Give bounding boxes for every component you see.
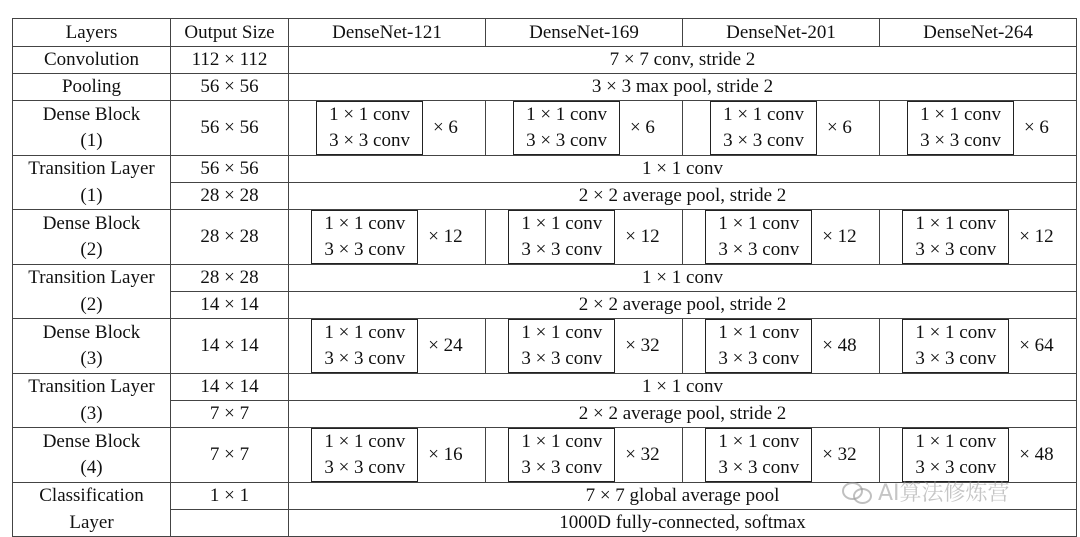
layer-name-line-2: (3) — [80, 348, 103, 369]
row-classification-2 — [13, 510, 1077, 537]
layer-name: Transition Layer — [13, 156, 171, 183]
repeat-count: × 12 — [1019, 226, 1054, 247]
matrix-line-2: 3 × 3 conv — [718, 348, 800, 369]
layer-name: Convolution — [13, 47, 171, 74]
row-transition-2 — [13, 401, 1077, 428]
conv-matrix — [705, 210, 856, 264]
repeat-count: × 6 — [432, 117, 458, 138]
layer-spec: 2 × 2 average pool, stride 2 — [289, 401, 1077, 428]
dense-block-cell — [289, 101, 486, 156]
row-transition — [13, 265, 1077, 292]
matrix-bracket — [508, 428, 615, 482]
layer-name: Transition Layer — [13, 265, 171, 292]
matrix-line-1: 1 × 1 conv — [521, 431, 603, 452]
dense-block-cell — [880, 101, 1077, 156]
matrix-line-2: 3 × 3 conv — [521, 239, 603, 260]
repeat-count: × 12 — [428, 226, 463, 247]
row-transition-2 — [13, 183, 1077, 210]
row-transition — [13, 374, 1077, 401]
matrix-line-1: 1 × 1 conv — [329, 104, 410, 125]
matrix-bracket — [902, 319, 1009, 373]
dense-block-cell — [683, 428, 880, 483]
dense-block-cell — [486, 428, 683, 483]
row-transition — [13, 156, 1077, 183]
output-size: 112 × 112 — [171, 47, 289, 74]
output-size: 56 × 56 — [171, 156, 289, 183]
layer-name-2: (2) — [13, 292, 171, 319]
matrix-line-2: 3 × 3 conv — [718, 457, 800, 478]
layer-name — [13, 210, 171, 265]
matrix-line-2: 3 × 3 conv — [521, 348, 603, 369]
matrix-bracket — [513, 101, 620, 155]
layer-name — [13, 101, 171, 156]
layer-name-line-1: Dense Block — [42, 431, 141, 452]
conv-matrix — [508, 428, 659, 482]
matrix-line-2: 3 × 3 conv — [718, 239, 800, 260]
dense-block-cell — [289, 428, 486, 483]
layer-name-line-1: Dense Block — [42, 322, 141, 343]
matrix-bracket — [508, 319, 615, 373]
repeat-count: × 32 — [625, 335, 660, 356]
matrix-line-1: 1 × 1 conv — [718, 431, 800, 452]
output-size-empty — [171, 510, 289, 537]
header-layers: Layers — [13, 19, 171, 47]
matrix-bracket — [902, 428, 1009, 482]
repeat-count: × 6 — [1023, 117, 1049, 138]
header-densenet-264: DenseNet-264 — [880, 19, 1077, 47]
layer-name-line-1: Dense Block — [42, 213, 141, 234]
conv-matrix — [710, 101, 852, 155]
repeat-count: × 64 — [1019, 335, 1054, 356]
matrix-line-1: 1 × 1 conv — [521, 213, 603, 234]
matrix-line-2: 3 × 3 conv — [723, 130, 804, 151]
dense-block-cell — [683, 319, 880, 374]
layer-spec: 7 × 7 conv, stride 2 — [289, 47, 1077, 74]
matrix-line-1: 1 × 1 conv — [718, 322, 800, 343]
dense-block-cell — [683, 210, 880, 265]
layer-spec: 3 × 3 max pool, stride 2 — [289, 74, 1077, 101]
matrix-line-2: 3 × 3 conv — [324, 457, 406, 478]
layer-name-line-2: (1) — [80, 130, 103, 151]
densenet-architecture-table — [12, 18, 1077, 537]
watermark-text: AI算法修炼营 — [878, 481, 1010, 506]
matrix-line-2: 3 × 3 conv — [521, 457, 603, 478]
repeat-count: × 48 — [822, 335, 857, 356]
matrix-line-1: 1 × 1 conv — [521, 322, 603, 343]
layer-name — [13, 319, 171, 374]
conv-matrix — [705, 319, 856, 373]
matrix-bracket — [705, 428, 812, 482]
layer-name-line-1: Dense Block — [42, 104, 141, 125]
matrix-line-1: 1 × 1 conv — [526, 104, 607, 125]
matrix-line-2: 3 × 3 conv — [324, 239, 406, 260]
matrix-bracket — [311, 210, 418, 264]
matrix-line-2: 3 × 3 conv — [915, 348, 997, 369]
header-densenet-201: DenseNet-201 — [683, 19, 880, 47]
dense-block-cell — [683, 101, 880, 156]
output-size: 28 × 28 — [171, 210, 289, 265]
header-densenet-169: DenseNet-169 — [486, 19, 683, 47]
matrix-line-1: 1 × 1 conv — [324, 431, 406, 452]
row-dense-block — [13, 319, 1077, 374]
output-size: 28 × 28 — [171, 265, 289, 292]
matrix-line-2: 3 × 3 conv — [526, 130, 607, 151]
output-size: 28 × 28 — [171, 183, 289, 210]
dense-block-cell — [880, 210, 1077, 265]
conv-matrix — [311, 319, 462, 373]
layer-name-line-2: (4) — [80, 457, 103, 478]
layer-spec: 2 × 2 average pool, stride 2 — [289, 292, 1077, 319]
matrix-bracket — [508, 210, 615, 264]
dense-block-cell — [289, 210, 486, 265]
matrix-bracket — [902, 210, 1009, 264]
header-densenet-121: DenseNet-121 — [289, 19, 486, 47]
repeat-count: × 16 — [428, 444, 463, 465]
dense-block-cell — [486, 210, 683, 265]
matrix-line-2: 3 × 3 conv — [329, 130, 410, 151]
dense-block-cell — [486, 319, 683, 374]
layer-name — [13, 428, 171, 483]
matrix-bracket — [316, 101, 423, 155]
matrix-line-1: 1 × 1 conv — [915, 213, 997, 234]
matrix-line-2: 3 × 3 conv — [920, 130, 1001, 151]
wechat-icon — [842, 480, 872, 504]
dense-block-cell — [289, 319, 486, 374]
matrix-line-1: 1 × 1 conv — [324, 322, 406, 343]
conv-matrix — [902, 319, 1053, 373]
output-size: 14 × 14 — [171, 374, 289, 401]
row-transition-2 — [13, 292, 1077, 319]
conv-matrix — [311, 210, 462, 264]
conv-matrix — [705, 428, 856, 482]
layer-name-2: (1) — [13, 183, 171, 210]
layer-name-2: Layer — [13, 510, 171, 537]
conv-matrix — [316, 101, 458, 155]
row-convolution — [13, 47, 1077, 74]
conv-matrix — [513, 101, 655, 155]
output-size: 7 × 7 — [171, 428, 289, 483]
dense-block-cell — [880, 319, 1077, 374]
conv-matrix — [907, 101, 1049, 155]
output-size: 7 × 7 — [171, 401, 289, 428]
matrix-bracket — [311, 319, 418, 373]
matrix-line-1: 1 × 1 conv — [915, 322, 997, 343]
dense-block-cell — [880, 428, 1077, 483]
output-size: 14 × 14 — [171, 319, 289, 374]
matrix-line-2: 3 × 3 conv — [324, 348, 406, 369]
conv-matrix — [902, 428, 1053, 482]
matrix-line-1: 1 × 1 conv — [723, 104, 804, 125]
conv-matrix — [508, 319, 659, 373]
matrix-bracket — [705, 319, 812, 373]
matrix-bracket — [311, 428, 418, 482]
header-row — [13, 19, 1077, 47]
output-size: 14 × 14 — [171, 292, 289, 319]
conv-matrix — [508, 210, 659, 264]
matrix-bracket — [705, 210, 812, 264]
layer-spec: 2 × 2 average pool, stride 2 — [289, 183, 1077, 210]
header-output-size: Output Size — [171, 19, 289, 47]
repeat-count: × 24 — [428, 335, 463, 356]
conv-matrix — [311, 428, 462, 482]
layer-name: Pooling — [13, 74, 171, 101]
row-dense-block — [13, 210, 1077, 265]
matrix-line-1: 1 × 1 conv — [324, 213, 406, 234]
output-size: 56 × 56 — [171, 101, 289, 156]
matrix-line-1: 1 × 1 conv — [718, 213, 800, 234]
layer-spec: 1 × 1 conv — [289, 156, 1077, 183]
matrix-line-2: 3 × 3 conv — [915, 239, 997, 260]
repeat-count: × 32 — [822, 444, 857, 465]
layer-spec: 1 × 1 conv — [289, 265, 1077, 292]
layer-spec: 7 × 7 global average pool — [289, 483, 1077, 510]
row-dense-block — [13, 101, 1077, 156]
matrix-line-1: 1 × 1 conv — [920, 104, 1001, 125]
repeat-count: × 32 — [625, 444, 660, 465]
dense-block-cell — [486, 101, 683, 156]
repeat-count: × 6 — [826, 117, 852, 138]
layer-name-2: (3) — [13, 401, 171, 428]
conv-matrix — [902, 210, 1053, 264]
layer-name-line-2: (2) — [80, 239, 103, 260]
row-dense-block — [13, 428, 1077, 483]
row-pooling — [13, 74, 1077, 101]
layer-spec: 1 × 1 conv — [289, 374, 1077, 401]
matrix-line-1: 1 × 1 conv — [915, 431, 997, 452]
layer-name: Transition Layer — [13, 374, 171, 401]
repeat-count: × 12 — [822, 226, 857, 247]
matrix-line-2: 3 × 3 conv — [915, 457, 997, 478]
layer-spec: 1000D fully-connected, softmax — [289, 510, 1077, 537]
output-size: 1 × 1 — [171, 483, 289, 510]
repeat-count: × 6 — [629, 117, 655, 138]
repeat-count: × 48 — [1019, 444, 1054, 465]
matrix-bracket — [710, 101, 817, 155]
repeat-count: × 12 — [625, 226, 660, 247]
watermark — [842, 476, 1010, 507]
matrix-bracket — [907, 101, 1014, 155]
layer-name: Classification — [13, 483, 171, 510]
output-size: 56 × 56 — [171, 74, 289, 101]
